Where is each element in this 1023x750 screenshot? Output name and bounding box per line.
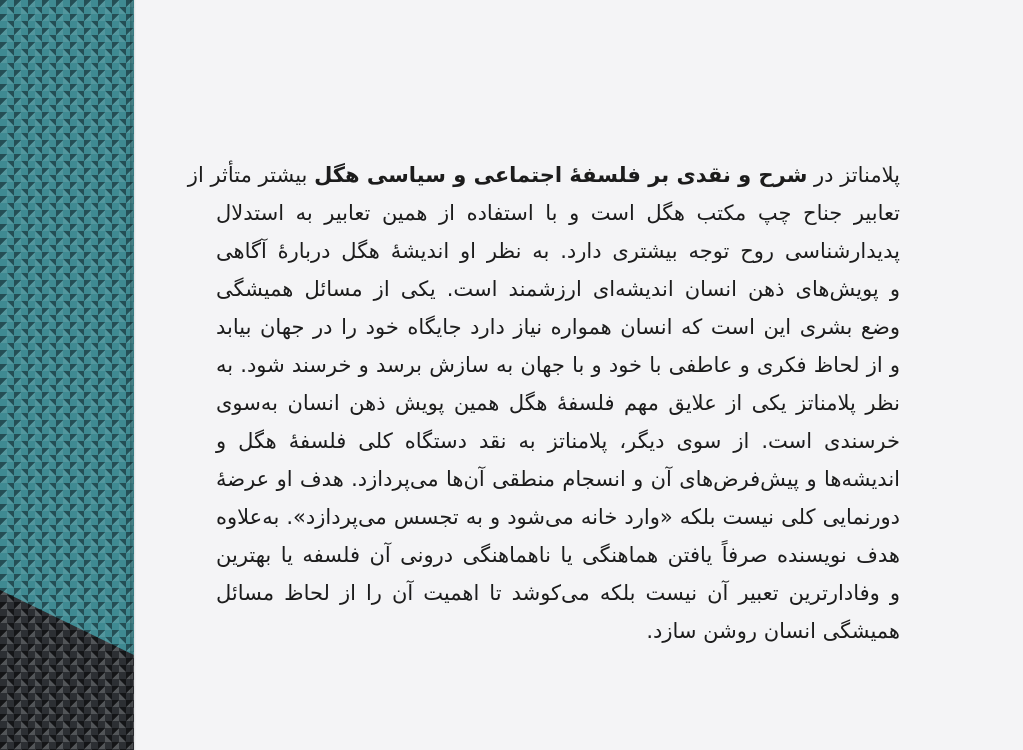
paragraph-line-12: و وفادارترین تعبیر آن نیست بلکه می‌کوشد تا اهمیت آن را از لحاظ مسائل xyxy=(216,581,900,605)
body-paragraph xyxy=(187,156,900,650)
paragraph-line-3: پدیدارشناسی روح توجه بیشتری دارد. به نظر او اندیشهٔ هگل دربارهٔ آگاهی xyxy=(216,239,900,263)
paragraph-line-6: و از لحاظ فکری و عاطفی با خود و با جهان به سازش برسد و خرسند شود. به xyxy=(216,353,900,377)
paragraph-line-4: و پویش‌های ذهن انسان اندیشه‌ای ارزشمند است. یکی از مسائل همیشگی xyxy=(216,277,900,301)
paragraph-line-11: هدف نویسنده صرفاً یافتن هماهنگی یا ناهماهنگی درونی آن فلسفه یا بهترین xyxy=(216,543,900,567)
paragraph-line-7: نظر پلامناتز یکی از علایق مهم فلسفهٔ هگل همین پویش ذهن انسان به‌سوی xyxy=(216,391,900,415)
paragraph-line-9: اندیشه‌ها و پیش‌فرض‌های آن و انسجام منطقی آن‌ها می‌پردازد. هدف او عرضهٔ xyxy=(216,467,900,491)
paragraph-line-1 xyxy=(187,156,900,194)
paragraph-line-2: تعابیر جناح چپ مکتب هگل است و با استفاده از همین تعابیر به استدلال xyxy=(216,201,900,225)
paragraph-line-13: همیشگی انسان روشن سازد. xyxy=(646,619,900,643)
book-page xyxy=(136,0,1023,750)
paragraph-line-10: دورنمایی کلی نیست بلکه «وارد خانه می‌شود و به تجسس می‌پردازد». به‌علاوه xyxy=(216,505,900,529)
line-1-start: پلامناتز در xyxy=(807,163,900,187)
book-title: شرح و نقدی بر فلسفهٔ اجتماعی و سیاسی هگل xyxy=(314,163,808,187)
paragraph-line-5: وضع بشری این است که انسان همواره نیاز دارد جایگاه خود را در جهان بیابد xyxy=(216,315,900,339)
paragraph-line-8: خرسندی است. از سوی دیگر، پلامناتز به نقد دستگاه کلی فلسفهٔ هگل و xyxy=(216,429,900,453)
line-1-end: بیشتر متأثر از xyxy=(187,163,315,187)
